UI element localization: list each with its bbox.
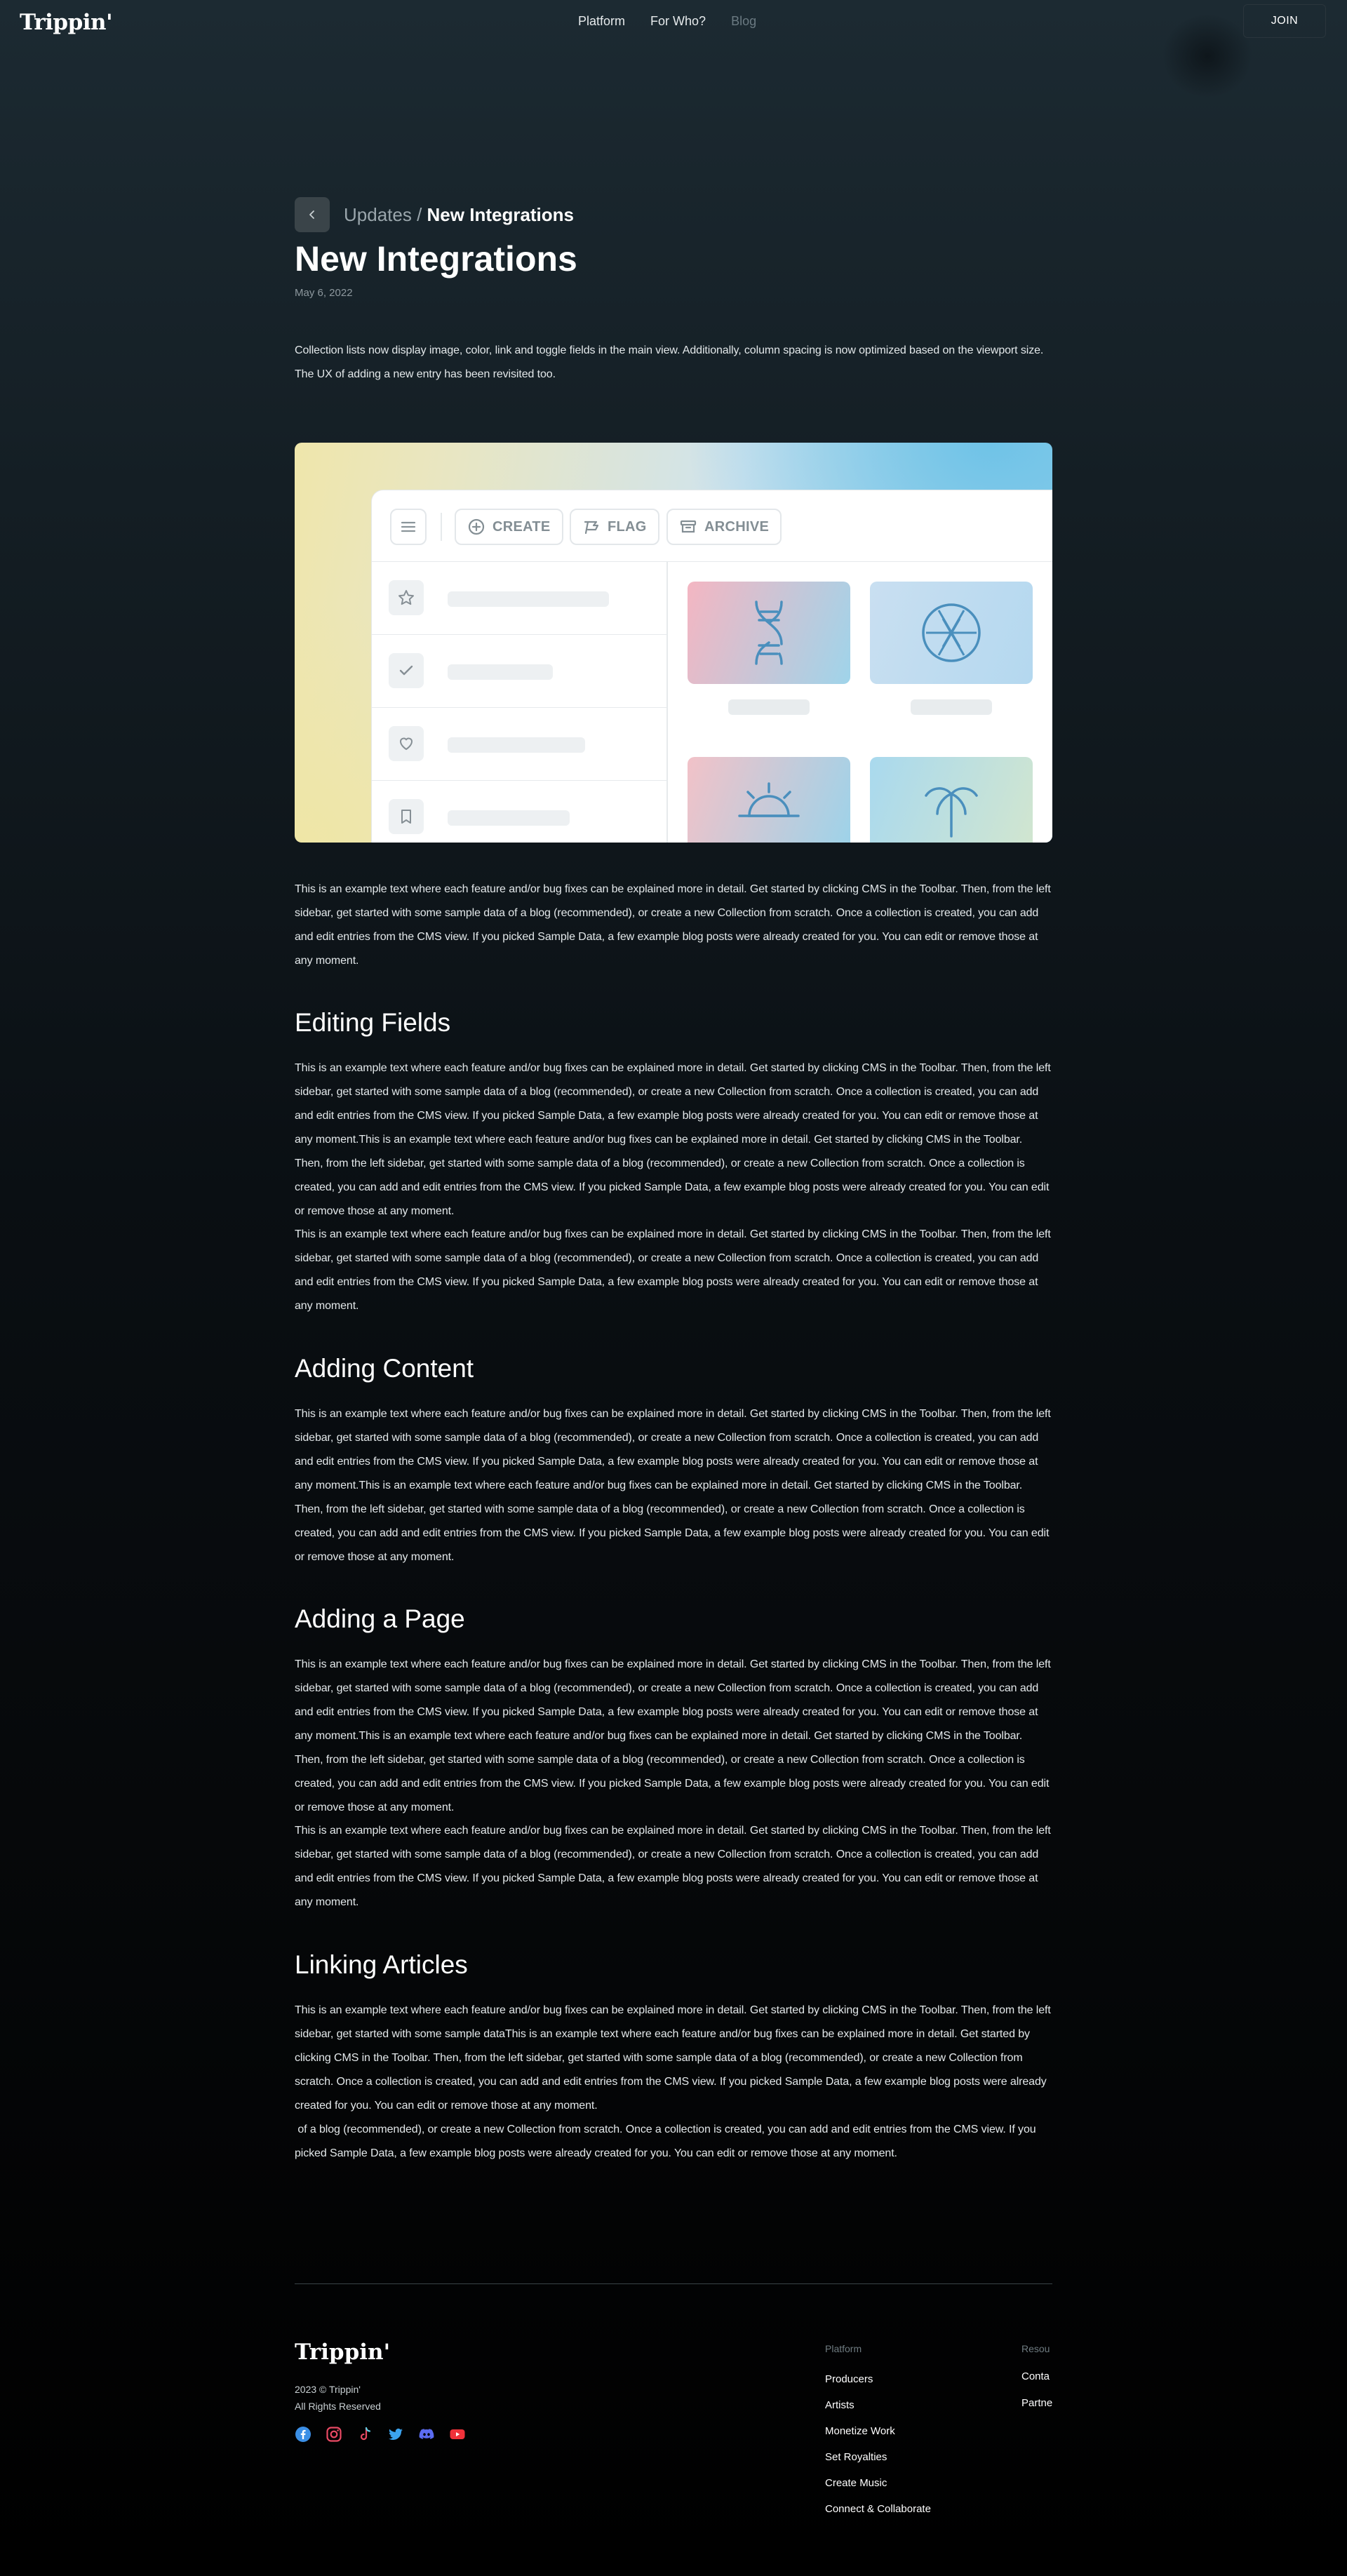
footer-link-connect-collaborate[interactable]: Connect & Collaborate — [825, 2503, 931, 2515]
footer-logo[interactable] — [295, 2340, 390, 2365]
top-nav — [0, 0, 1347, 45]
chevron-left-icon — [307, 210, 317, 220]
post-date: May 6, 2022 — [295, 287, 353, 299]
linking-articles-paragraph-1: This is an example text where each feature and/or bug fixes can be explained more in detail. Get started by clicking CMS in the Toolbar. Then, from the left sidebar, get started with some sample dataThis is an example text where each feature and/or bug fixes can be explained more in detail. Get started by clicking CMS in the Toolbar. Then, from the left sidebar, get started with some sample data of a blog (recommended), or create a new Collection from scratch. Once a collection is created, you can add and edit entries from the CMS view. If you picked Sample Data, a few example blog posts were already created for you. You can edit or remove those at any moment. — [295, 2004, 1051, 2112]
logo-text: Trippin' — [20, 10, 113, 35]
nav-link-blog[interactable]: Blog — [731, 14, 757, 28]
adding-a-page-paragraph-1: This is an example text where each feature and/or bug fixes can be explained more in detail. Get started by clicking CMS in the Toolbar. Then, from the left sidebar, get started with some sample data of a blog (recommended), or create a new Collection from scratch. Once a collection is created, you can add and edit entries from the CMS view. If you picked Sample Data, a few example blog posts were already created for you. You can edit or remove those at any moment.This is an example text where each feature and/or bug fixes can be explained more in detail. Get started by clicking CMS in the Toolbar. Then, from the left sidebar, get started with some sample data of a blog (recommended), or create a new Collection from scratch. Once a collection is created, you can add and edit entries from the CMS view. If you picked Sample Data, a few example blog posts were already created for you. You can edit or remove those at any moment. — [295, 1658, 1051, 1813]
breadcrumb-text — [344, 204, 574, 226]
nav-link-for-who[interactable]: For Who? — [650, 14, 706, 28]
dna-icon — [688, 582, 850, 684]
nav-decoration — [1162, 14, 1253, 98]
mock-column-divider — [666, 562, 668, 843]
mock-list-row — [372, 635, 666, 708]
footer-platform-heading: Platform — [825, 2343, 862, 2354]
lead-paragraph: Collection lists now display image, color, link and toggle fields in the main view. Additionally, column spacing is now optimized based on the viewport size. The UX of adding a new entry has been revisited too. — [295, 344, 1044, 380]
footer-link-artists[interactable]: Artists — [825, 2399, 855, 2411]
copyright-text: 2023 © Trippin' — [295, 2384, 361, 2395]
footer-link-create-music[interactable]: Create Music — [825, 2477, 887, 2489]
archive-icon — [679, 518, 697, 536]
nav-link-platform[interactable]: Platform — [578, 14, 626, 28]
section-heading-linking-articles: Linking Articles — [295, 1950, 468, 1979]
toolbar-divider — [441, 513, 442, 541]
rights-text: All Rights Reserved — [295, 2401, 381, 2412]
facebook-icon[interactable] — [295, 2426, 311, 2443]
intro-paragraph: This is an example text where each feature and/or bug fixes can be explained more in detail. Get started by clicking CMS in the Toolbar. Then, from the left sidebar, get started with some sample data of a blog (recommended), or create a new Collection from scratch. Once a collection is created, you can add and edit entries from the CMS view. If you picked Sample Data, a few example blog posts were already created for you. You can edit or remove those at any moment. — [295, 883, 1051, 967]
placeholder-bar — [448, 591, 609, 607]
footer-link-partners[interactable]: Partne — [1021, 2397, 1053, 2409]
star-icon — [389, 580, 424, 615]
editing-fields-paragraph-2: This is an example text where each feature and/or bug fixes can be explained more in detail. Get started by clicking CMS in the Toolbar. Then, from the left sidebar, get started with some sample data of a blog (recommended), or create a new Collection from scratch. Once a collection is created, you can add and edit entries from the CMS view. If you picked Sample Data, a few example blog posts were already created for you. You can edit or remove those at any moment. — [295, 1228, 1051, 1312]
placeholder-bar — [448, 737, 585, 753]
section-heading-adding-content: Adding Content — [295, 1354, 474, 1383]
cms-mockup — [372, 490, 1052, 843]
mock-toolbar — [372, 490, 1052, 562]
heart-icon — [389, 726, 424, 761]
page-title: New Integrations — [295, 239, 577, 279]
section-heading-editing-fields: Editing Fields — [295, 1008, 451, 1037]
breadcrumb-parent[interactable]: Updates / — [344, 203, 422, 225]
nav-links — [578, 14, 756, 29]
mock-list-row — [372, 562, 666, 635]
card-caption-placeholder — [728, 699, 810, 715]
check-icon — [389, 653, 424, 688]
breadcrumb-current: New Integrations — [427, 203, 575, 225]
twitter-icon[interactable] — [387, 2426, 404, 2443]
adding-content-paragraph-1: This is an example text where each feature and/or bug fixes can be explained more in detail. Get started by clicking CMS in the Toolbar. Then, from the left sidebar, get started with some sample data of a blog (recommended), or create a new Collection from scratch. Once a collection is created, you can add and edit entries from the CMS view. If you picked Sample Data, a few example blog posts were already created for you. You can edit or remove those at any moment.This is an example text where each feature and/or bug fixes can be explained more in detail. Get started by clicking CMS in the Toolbar. Then, from the left sidebar, get started with some sample data of a blog (recommended), or create a new Collection from scratch. Once a collection is created, you can add and edit entries from the CMS view. If you picked Sample Data, a few example blog posts were already created for you. You can edit or remove those at any moment. — [295, 1408, 1051, 1563]
mock-list-row — [372, 781, 666, 843]
aperture-icon — [870, 582, 1033, 684]
palm-tree-icon — [870, 757, 1033, 843]
social-links — [295, 2426, 466, 2443]
footer-link-contact[interactable]: Conta — [1021, 2370, 1050, 2382]
logo[interactable] — [20, 8, 112, 36]
plus-circle-icon — [467, 518, 485, 536]
mock-create-button — [455, 509, 563, 545]
section-heading-adding-a-page: Adding a Page — [295, 1604, 465, 1633]
footer-link-set-royalties[interactable]: Set Royalties — [825, 2451, 887, 2463]
footer-link-monetize-work[interactable]: Monetize Work — [825, 2425, 895, 2437]
footer-divider — [295, 2283, 1052, 2284]
mock-archive-button — [666, 509, 782, 545]
mock-flag-button — [570, 509, 659, 545]
breadcrumb — [295, 197, 1052, 232]
youtube-icon[interactable] — [449, 2426, 466, 2443]
footer-link-producers[interactable]: Producers — [825, 2373, 873, 2385]
back-button[interactable] — [295, 197, 330, 232]
tiktok-icon[interactable] — [356, 2426, 373, 2443]
discord-icon[interactable] — [418, 2426, 435, 2443]
placeholder-bar — [448, 664, 553, 680]
linking-articles-paragraph-2: of a blog (recommended), or create a new Collection from scratch. Once a collection is created, you can add and edit entries from the CMS view. If you picked Sample Data, a few example blog posts were already created for you. You can edit or remove those at any moment. — [295, 2124, 1039, 2159]
editing-fields-paragraph-1: This is an example text where each feature and/or bug fixes can be explained more in detail. Get started by clicking CMS in the Toolbar. Then, from the left sidebar, get started with some sample data of a blog (recommended), or create a new Collection from scratch. Once a collection is created, you can add and edit entries from the CMS view. If you picked Sample Data, a few example blog posts were already created for you. You can edit or remove those at any moment.This is an example text where each feature and/or bug fixes can be explained more in detail. Get started by clicking CMS in the Toolbar. Then, from the left sidebar, get started with some sample data of a blog (recommended), or create a new Collection from scratch. Once a collection is created, you can add and edit entries from the CMS view. If you picked Sample Data, a few example blog posts were already created for you. You can edit or remove those at any moment. — [295, 1062, 1051, 1217]
card-caption-placeholder — [911, 699, 992, 715]
footer-resources-heading: Resou — [1021, 2343, 1050, 2354]
instagram-icon[interactable] — [326, 2426, 342, 2443]
footer-copyright — [295, 2381, 381, 2415]
hero-image — [295, 443, 1052, 843]
join-button[interactable]: JOIN — [1243, 4, 1326, 38]
mock-flag-label: FLAG — [608, 518, 647, 535]
menu-icon — [390, 509, 427, 545]
sunrise-icon — [688, 757, 850, 843]
flag-icon — [582, 518, 601, 536]
adding-a-page-paragraph-2: This is an example text where each feature and/or bug fixes can be explained more in detail. Get started by clicking CMS in the Toolbar. Then, from the left sidebar, get started with some sample data of a blog (recommended), or create a new Collection from scratch. Once a collection is created, you can add and edit entries from the CMS view. If you picked Sample Data, a few example blog posts were already created for you. You can edit or remove those at any moment. — [295, 1825, 1051, 1908]
footer-logo-text: Trippin' — [295, 2340, 391, 2365]
mock-archive-label: ARCHIVE — [704, 518, 770, 535]
mock-list-row — [372, 708, 666, 781]
bookmark-icon — [389, 799, 424, 834]
mock-create-label: CREATE — [492, 518, 551, 535]
placeholder-bar — [448, 810, 570, 826]
